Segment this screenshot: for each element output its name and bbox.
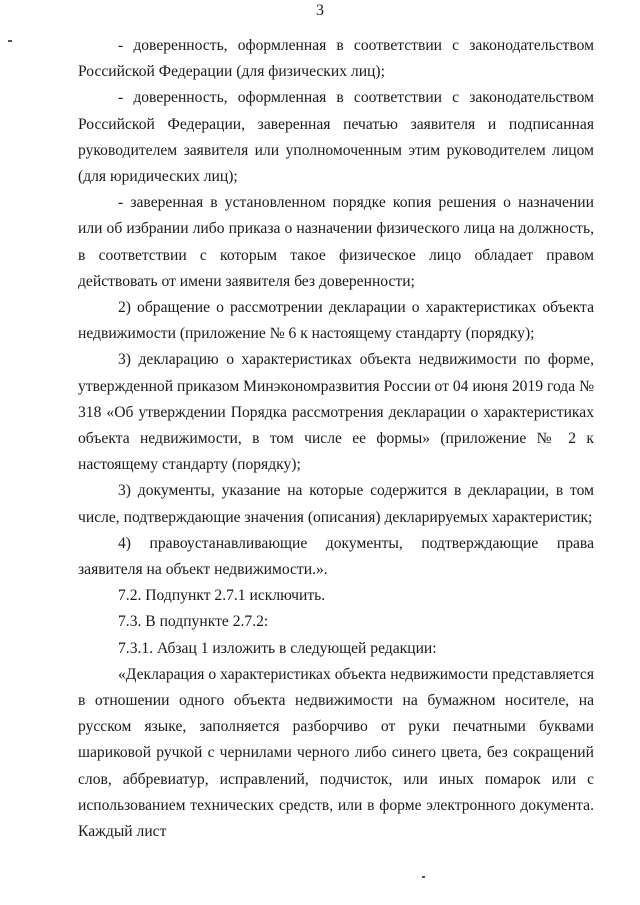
paragraph-item-3-declaration: 3) декларацию о характеристиках объекта недвижимости по форме, утвержденной приказом Минэкономразвития России от 04 июня 2019 года № 318 «Об утверждении Порядка рассмотрения декларации о характеристиках объекта недвижимости, в том числе ее формы» (приложение № 2 к настоящему стандарту (порядку); <box>78 351 594 474</box>
paragraph-poa-individuals: - доверенность, оформленная в соответствии с законодательством Российской Федерации (для физических лиц); <box>78 37 594 81</box>
document-body <box>78 33 594 845</box>
page-number: 3 <box>316 2 324 19</box>
paragraph-7-2: 7.2. Подпункт 2.7.1 исключить. <box>118 587 326 605</box>
paragraph-item-3-documents: 3) документы, указание на которые содержится в декларации, в том числе, подтверждающие значения (описания) декларируемых характеристик; <box>78 482 594 526</box>
paragraph-appointment-copy: - заверенная в установленном порядке копия решения о назначении или об избрании либо приказа о назначении физического лица на должность, в соответствии с которым такое физическое лицо обладает правом действовать от имени заявителя без доверенности; <box>78 194 594 290</box>
paragraph-7-3: 7.3. В подпункте 2.7.2: <box>118 613 269 631</box>
scan-mark-bottom <box>422 876 425 878</box>
paragraph-item-4: 4) правоустанавливающие документы, подтверждающие права заявителя на объект недвижимости.». <box>78 534 594 579</box>
paragraph-declaration-text: «Декларация о характеристиках объекта недвижимости представляется в отношении одного объекта недвижимости на бумажном носителе, на русском языке, заполняется разборчиво от руки печатными буквами шариковой ручкой с чернилами черного либо синего цвета, без сокращений слов, аббревиатур, исправлений, подчисток, или иных помарок или с использованием технических средств, или в форме электронного документа. Каждый лист <box>78 665 594 841</box>
paragraph-item-2: 2) обращение о рассмотрении декларации о характеристиках объекта недвижимости (приложение № 6 к настоящему стандарту (порядку); <box>78 299 594 343</box>
paragraph-7-3-1: 7.3.1. Абзац 1 изложить в следующей редакции: <box>118 639 437 657</box>
scan-mark-left <box>8 40 12 42</box>
paragraph-poa-legal-entities: - доверенность, оформленная в соответствии с законодательством Российской Федерации, заверенная печатью заявителя и подписанная руководителем заявителя или уполномоченным этим руководителем лицом (для юридических лиц); <box>78 89 594 186</box>
